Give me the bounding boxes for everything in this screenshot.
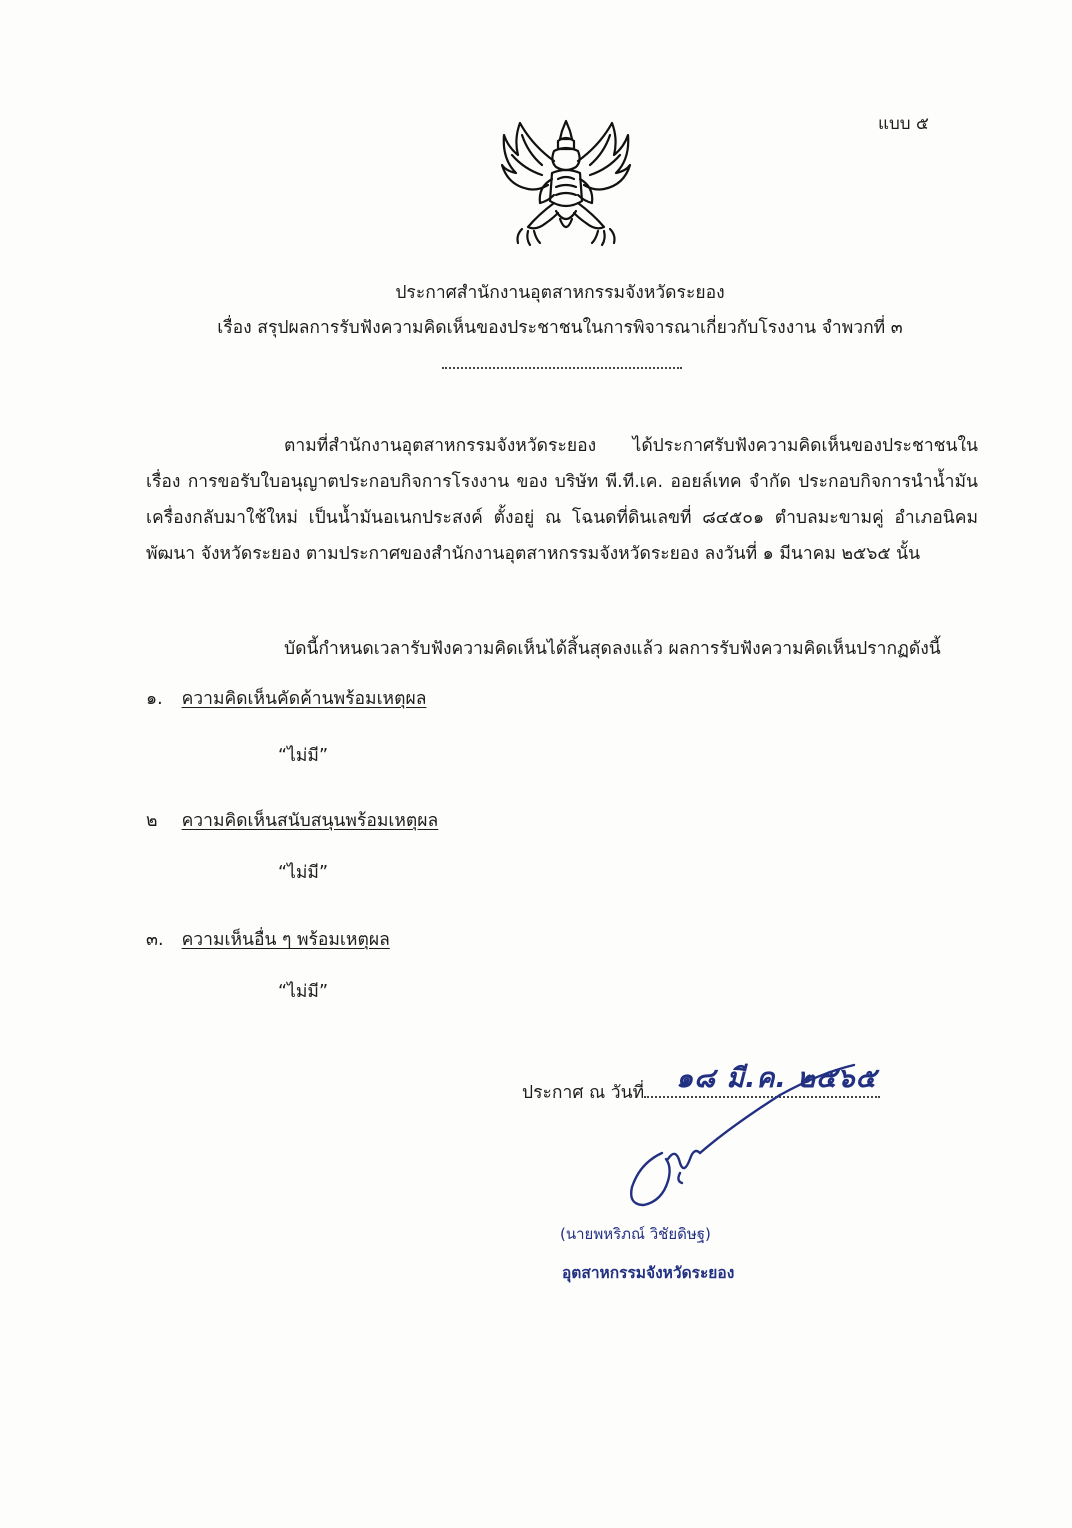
item-number: ๓.: [146, 930, 164, 950]
item-3-answer: “ไม่มี”: [278, 982, 329, 1002]
item-2-answer: “ไม่มี”: [278, 863, 329, 883]
signatory-name: (นายพหริภณ์ วิชัยดิษฐ): [560, 1225, 711, 1243]
date-prefix: ประกาศ ณ วันที่: [522, 1083, 645, 1103]
item-number: ๑.: [146, 689, 163, 709]
garuda-emblem: [498, 115, 634, 257]
opinion-item-1: [146, 684, 426, 712]
item-title: ความคิดเห็นสนับสนุนพร้อมเหตุผล: [181, 811, 439, 831]
opinion-item-3: [146, 925, 390, 953]
opinion-item-2: [146, 806, 438, 834]
signatory-title: อุตสาหกรรมจังหวัดระยอง: [562, 1264, 735, 1282]
handwritten-signature: [610, 1055, 870, 1225]
item-title: ความเห็นอื่น ๆ พร้อมเหตุผล: [181, 930, 390, 950]
item-title: ความคิดเห็นคัดค้านพร้อมเหตุผล: [181, 689, 427, 709]
announcement-subject: เรื่อง สรุปผลการรับฟังความคิดเห็นของประชาชนในการพิจารณาเกี่ยวกับโรงงาน จำพวกที่ ๓: [217, 318, 903, 338]
body-paragraph-1: ตามที่สำนักงานอุตสาหกรรมจังหวัดระยอง ได้ประกาศรับฟังความคิดเห็นของประชาชนในเรื่อง การขอรับใบอนุญาตประกอบกิจการโรงงาน ของ บริษัท พี.ที.เค. ออยล์เทค จำกัด ประกอบกิจการนำน้ำมันเครื่องกลับมาใช้ใหม่ เป็นน้ำมันอเนกประสงค์ ตั้งอยู่ ณ โฉนดที่ดินเลขที่ ๘๔๕๐๑ ตำบลมะขามคู่ อำเภอนิคมพัฒนา จังหวัดระยอง ตามประกาศของสำนักงานอุตสาหกรรมจังหวัดระยอง ลงวันที่ ๑ มีนาคม ๒๕๖๕ นั้น: [146, 436, 978, 564]
form-label: แบบ ๕: [878, 114, 929, 134]
dotted-divider: [442, 367, 682, 369]
handwritten-date: ๑๘ มี.ค. ๒๕๖๕: [676, 1063, 877, 1094]
announcement-heading: ประกาศสำนักงานอุตสาหกรรมจังหวัดระยอง: [395, 283, 725, 303]
item-1-answer: “ไม่มี”: [278, 746, 329, 766]
body-paragraph-2: บัดนี้กำหนดเวลารับฟังความคิดเห็นได้สิ้นสุดลงแล้ว ผลการรับฟังความคิดเห็นปรากฏดังนี้: [284, 639, 941, 659]
item-number: ๒: [146, 811, 158, 831]
